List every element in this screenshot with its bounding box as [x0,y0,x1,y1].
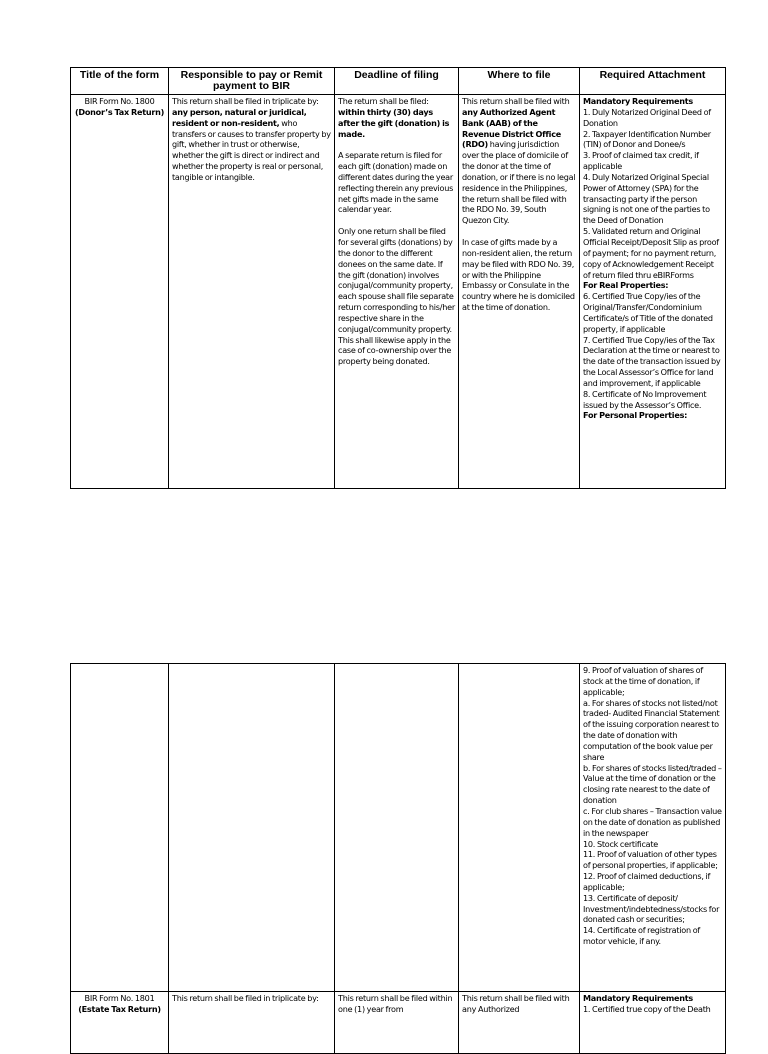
attachment-item: 1. Duly Notarized Original Deed of Donation [583,106,711,128]
attachment-item: 3. Proof of claimed tax credit, if applicable [583,150,699,172]
attachment-item: 2. Taxpayer Identification Number (TIN) of Donor and Donee/s [583,128,711,150]
where-intro: This return shall be filed with [462,96,570,106]
header-deadline: Deadline of filing [335,68,459,95]
where-rest: having jurisdiction over the place of domicile of the donor at the time of donation, or if there is no legal residence in the Philippines, the return shall be filed with the RDO No. 39, South Quezon City. [462,139,576,226]
attachment-item: 12. Proof of claimed deductions, if applicable; [583,871,711,892]
header-required-attachment: Required Attachment [580,68,726,95]
where-non-resident: In case of gifts made by a non-resident alien, the return may be filed with RDO No. 39, or with the Philippine Embassy or Consulate in the country where he is domiciled at the time of donation. [462,236,575,313]
donors-tax-table [70,67,726,489]
attachment-item: 5. Validated return and Original Official Receipt/Deposit Slip as proof of payment; for no payment return, copy of Acknowledgement Receipt of return filed thru eBIRForms [583,226,719,280]
table-row-form-1801 [71,992,726,1054]
header-title-of-form: Title of the form [71,68,169,95]
deadline-cell [335,95,459,489]
table-header-row [71,68,726,95]
header-responsible: Responsible to pay or Remit payment to BIR [169,68,335,95]
where-bold: any Authorized Agent Bank (AAB) of the Revenue District Office (RDO) [462,106,561,150]
deadline-intro: This return shall be filed within one (1) year from [338,993,453,1014]
attachment-item: 14. Certificate of registration of motor vehicle, if any. [583,925,701,947]
attachment-item: 8. Certificate of No Improvement issued by the Assessor’s Office. [583,388,707,410]
empty-cell [71,664,169,992]
mandatory-heading: Mandatory Requirements [583,96,693,106]
attachment-item: 4. Duly Notarized Original Special Power of Attorney (SPA) for the transacting party if the person signing is not one of the parties to the Deed of Donation [583,171,710,226]
empty-cell [169,664,335,992]
attachment-item: 7. Certified True Copy/ies of the Tax Declaration at the time or nearest to the date of the transaction issued by the Local Assessor’s Office for land and improvement, if applicable [583,334,721,388]
real-properties-heading: For Real Properties: [583,280,669,291]
attachment-item: 10. Stock certificate [583,838,659,849]
empty-cell [459,664,580,992]
table-row-form-1800 [71,95,726,489]
where-to-file-cell [459,95,580,489]
deadline-bold: within thirty (30) days after the gift (donation) is made. [338,106,450,139]
empty-cell [335,664,459,992]
attachment-item: 1. Certified true copy of the Death [583,1003,711,1014]
responsible-intro: This return shall be filed in triplicate by: [172,993,319,1003]
where-intro: This return shall be filed with any Authorized [462,993,570,1014]
deadline-separate-return: A separate return is filed for each gift (donation) made on different dates during the year reflecting therein any previous net gifts made in the same calendar year. [338,150,454,215]
responsible-bold: any person, natural or juridical, resident or non-resident, [172,106,307,128]
attachment-item: 6. Certified True Copy/ies of the Original/Transfer/Condominium Certificate/s of Title of the donated property, if applicable [583,291,713,334]
deadline-cell [335,992,459,1054]
form-name: (Donor’s Tax Return) [74,106,165,117]
continued-attachment-cell [580,664,726,992]
table-row-continued [71,664,726,992]
form-title-cell [71,992,169,1054]
form-name: (Estate Tax Return) [78,1003,161,1014]
attachment-item: c. For club shares – Transaction value on the date of donation as published in the newspaper [583,805,722,838]
attachment-item: 11. Proof of valuation of other types of personal properties, if applicable; [583,849,718,871]
where-to-file-cell [459,992,580,1054]
responsible-intro: This return shall be filed in triplicate by: [172,96,319,106]
responsible-cell [169,992,335,1054]
personal-properties-heading: For Personal Properties: [583,410,688,421]
attachment-item: a. For shares of stocks not listed/not traded- Audited Financial Statement of the issuing corporation nearest to the date of donation with computation of the book value per share [583,697,720,762]
attachment-item: 13. Certificate of deposit/ Investment/indebtedness/stocks for donated cash or securities; [583,892,720,925]
form-number: BIR Form No. 1800 [84,96,155,106]
attachment-item: b. For shares of stocks listed/traded – Value at the time of donation or the closing rate nearest to the date of donation [583,762,722,806]
form-number: BIR Form No. 1801 [84,993,155,1003]
attachment-cell [580,95,726,489]
deadline-one-return: Only one return shall be filed for several gifts (donations) by the donor to the different donees on the same date. If the gift (donation) involves conjugal/community property, each spouse shall file separate return corresponding to his/her respective share in the conjugal/community property. This shall likewise apply in the case of co-ownership over the property being donated. [338,226,455,367]
responsible-rest: who transfers or causes to transfer property by gift, whether in trust or otherwise, whether the gift is direct or indirect and whether the property is real or personal, tangible or intangible. [172,117,331,182]
responsible-cell [169,95,335,489]
mandatory-heading: Mandatory Requirements [583,993,693,1003]
attachment-cell [580,992,726,1054]
form-title-cell [71,95,169,489]
continued-table [70,663,726,1054]
header-where-to-file: Where to file [459,68,580,95]
deadline-intro: The return shall be filed: [338,96,429,106]
attachment-item: 9. Proof of valuation of shares of stock at the time of donation, if applicable; [583,665,703,697]
